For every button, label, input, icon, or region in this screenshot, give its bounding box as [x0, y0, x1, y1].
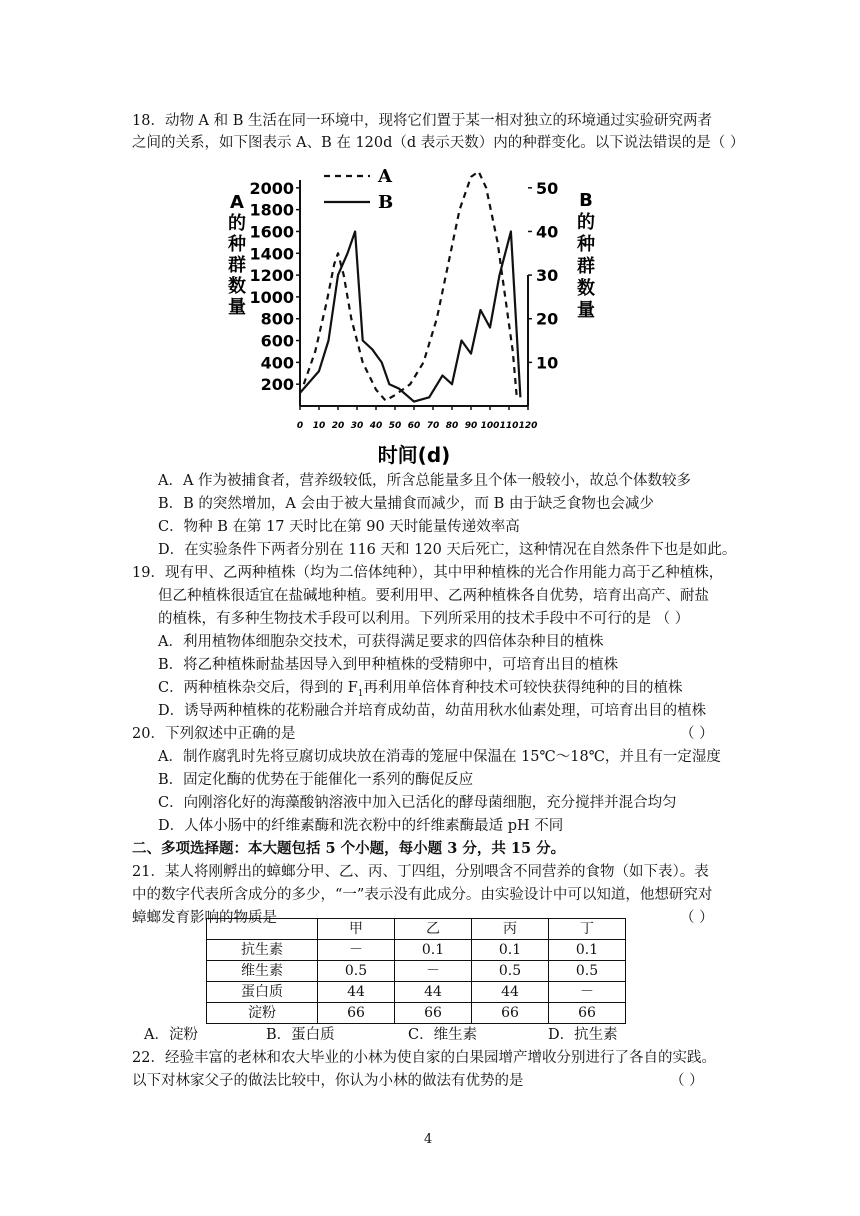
- q20-option-c: C．向刚溶化好的海藻酸钠溶液中加入已活化的酵母菌细胞，充分搅拌并混合均匀: [158, 795, 677, 811]
- table-header-row: [207, 919, 626, 940]
- x-tick-label: 70: [426, 421, 440, 431]
- y-left-tick-label: 200: [260, 375, 294, 395]
- y-right-axis-label-char: 群: [577, 256, 595, 277]
- q22-stem-line2: 以下对林家父子的做法比较中，你认为小林的做法有优势的是: [132, 1073, 524, 1089]
- q21-option-c: C．维生素: [408, 1027, 478, 1043]
- table-cell: 66: [549, 1003, 626, 1024]
- x-tick-label: 20: [331, 421, 345, 431]
- q20-option-a: A．制作腐乳时先将豆腐切成块放在消毒的笼屉中保温在 15℃～18℃，并且有一定湿度: [158, 749, 721, 765]
- x-tick-label: 100: [480, 421, 500, 431]
- q18-option-c: C．物种 B 在第 17 天时比在第 90 天时能量传递效率高: [158, 519, 520, 535]
- y-right-tick-label: 10: [536, 353, 559, 373]
- x-tick-label: 40: [369, 421, 383, 431]
- q19-stem-line2: 但乙种植株很适宜在盐碱地种植。要利用甲、乙两种植株各自优势，培育出高产、耐盐: [158, 588, 709, 604]
- x-tick-label: 10: [312, 421, 326, 431]
- q22-stem-line1: 22．经验丰富的老林和农大毕业的小林为使自家的白果园增产增收分别进行了各自的实践。: [132, 1050, 716, 1066]
- y-left-axis-label-char: 数: [228, 276, 246, 297]
- y-left-tick-label: 1800: [249, 200, 294, 220]
- table-row: [207, 940, 626, 961]
- y-right-axis-label-char: 量: [577, 300, 595, 321]
- y-left-tick-label: 600: [260, 331, 294, 351]
- table-header-bing: 丙: [472, 919, 549, 940]
- table-cell: －: [318, 940, 395, 961]
- table-cell: 0.5: [318, 961, 395, 982]
- q19-stem-line3: 的植株，有多种生物技术手段可以利用。下列所采用的技术手段中不可行的是 （ ）: [158, 611, 690, 627]
- table-cell: 维生素: [207, 961, 318, 982]
- q19-stem-line1: 19．现有甲、乙两种植株（均为二倍体纯种），其中甲种植株的光合作用能力高于乙种植株，: [132, 565, 724, 581]
- q19-option-b: B．将乙种植株耐盐基因导入到甲种植株的受精卵中，可培育出目的植株: [158, 657, 619, 673]
- q19-option-c-post: 再利用单倍体育种技术可较快获得纯种的目的植株: [363, 680, 683, 696]
- q19-option-c-pre: C．两种植株杂交后，得到的 F: [158, 680, 358, 696]
- x-tick-label: 50: [388, 421, 402, 431]
- q21-stem-line1: 21．某人将刚孵出的蟑螂分甲、乙、丙、丁四组，分别喂含不同营养的食物（如下表）。表: [132, 864, 709, 880]
- q20-option-d: D．人体小肠中的纤维素酶和洗衣粉中的纤维素酶最适 pH 不同: [158, 818, 564, 834]
- q21-option-b: B．蛋白质: [266, 1027, 335, 1043]
- table-cell: 0.1: [549, 940, 626, 961]
- x-tick-label: 0: [296, 421, 304, 431]
- chart-lines: [300, 172, 520, 402]
- y-right-tick-label: 20: [536, 309, 559, 329]
- q21-stem-line3: 蟑螂发育影响的物质是: [132, 910, 277, 926]
- q21-option-a: A．淀粉: [144, 1027, 198, 1043]
- table-row: [207, 1003, 626, 1024]
- table-cell: －: [395, 961, 472, 982]
- x-tick-label: 120: [518, 421, 538, 431]
- y-left-tick-label: 1200: [249, 266, 294, 286]
- q22-answer-paren: （ ）: [670, 1073, 704, 1089]
- table-cell: 淀粉: [207, 1003, 318, 1024]
- y-right-axis-label-char: 种: [577, 234, 595, 255]
- q21-stem-line2: 中的数字代表所含成分的多少，“一”表示没有此成分。由实验设计中可以知道，他想研究对: [132, 887, 713, 903]
- y-right-axis-label-char: 数: [577, 278, 595, 299]
- legend-label-B: B: [378, 192, 394, 213]
- q21-answer-paren: （ ）: [680, 910, 714, 926]
- y-right-tick-label: 30: [536, 266, 559, 286]
- table-cell: 44: [395, 982, 472, 1003]
- table-cell: 44: [472, 982, 549, 1003]
- y-left-tick-label: 2000: [249, 178, 294, 198]
- table-cell: 0.1: [472, 940, 549, 961]
- section-2-heading: 二、多项选择题：本大题包括 5 个小题，每小题 3 分，共 15 分。: [132, 840, 566, 857]
- legend-label-A: A: [378, 166, 392, 187]
- table-cell: －: [549, 982, 626, 1003]
- chart-axes: [300, 180, 528, 406]
- table-cell: 0.5: [472, 961, 549, 982]
- x-tick-label: 80: [445, 421, 459, 431]
- y-left-tick-label: 1000: [249, 287, 294, 307]
- q18-option-b: B．B 的突然增加，A 会由于被大量捕食而减少，而 B 由于缺乏食物也会减少: [158, 496, 654, 512]
- y-left-axis-label-char: A: [230, 192, 244, 213]
- population-chart: [220, 160, 595, 470]
- table-cell: 44: [318, 982, 395, 1003]
- x-tick-label: 110: [499, 421, 519, 431]
- q18-stem-line1: 18．动物 A 和 B 生活在同一环境中，现将它们置于某一相对独立的环境通过实验研究两者: [132, 113, 713, 129]
- q18-option-a: A．A 作为被捕食者，营养级较低，所含总能量多且个体一般较小，故总个体数较多: [158, 473, 692, 489]
- q18-option-d: D．在实验条件下两者分别在 116 天和 120 天后死亡，这种情况在自然条件下也是如此。: [158, 542, 737, 558]
- table-cell: 66: [318, 1003, 395, 1024]
- q19-option-d: D．诱导两种植株的花粉融合并培育成幼苗，幼苗用秋水仙素处理，可培育出目的植株: [158, 703, 707, 719]
- table-cell: 0.5: [549, 961, 626, 982]
- x-tick-label: 60: [407, 421, 421, 431]
- y-left-tick-label: 800: [260, 309, 294, 329]
- table-row: [207, 982, 626, 1003]
- table-cell: 66: [395, 1003, 472, 1024]
- y-left-axis-label-char: 群: [228, 255, 246, 276]
- y-right-tick-label: 50: [536, 178, 559, 198]
- y-left-tick-label: 400: [260, 353, 294, 373]
- q19-option-a: A．利用植物体细胞杂交技术，可获得满足要求的四倍体杂种目的植株: [158, 634, 604, 650]
- y-left-tick-label: 1600: [249, 222, 294, 242]
- table-header-yi: 乙: [395, 919, 472, 940]
- y-left-axis-label-char: 种: [228, 234, 246, 255]
- x-tick-label: 90: [464, 421, 478, 431]
- y-left-axis-label-char: 量: [228, 297, 246, 318]
- x-axis-label: 时间(d): [377, 443, 451, 467]
- page-number: 4: [424, 1132, 433, 1147]
- q21-nutrition-table: [206, 918, 626, 1024]
- table-cell: 0.1: [395, 940, 472, 961]
- x-tick-label: 30: [350, 421, 364, 431]
- series-line-B: [300, 232, 520, 402]
- table-cell: 蛋白质: [207, 982, 318, 1003]
- table-cell: [207, 919, 318, 940]
- y-left-axis-label-char: 的: [228, 213, 246, 234]
- q18-stem-line2: 之间的关系，如下图表示 A、B 在 120d（d 表示天数）内的种群变化。以下说法错误的是（ ）: [132, 135, 745, 151]
- y-left-tick-label: 1400: [249, 244, 294, 264]
- table-cell: 66: [472, 1003, 549, 1024]
- q19-option-c-sub: 1: [357, 688, 364, 699]
- y-right-axis-label-char: 的: [577, 212, 595, 233]
- y-right-axis-label-char: B: [579, 190, 593, 211]
- q20-option-b: B．固定化酶的优势在于能催化一系列的酶促反应: [158, 772, 474, 788]
- q21-option-d: D．抗生素: [548, 1027, 618, 1043]
- q20-answer-paren: （ ）: [680, 726, 714, 742]
- table-cell: 抗生素: [207, 940, 318, 961]
- table-header-jia: 甲: [318, 919, 395, 940]
- table-header-ding: 丁: [549, 919, 626, 940]
- q20-stem: 20．下列叙述中正确的是: [132, 726, 296, 742]
- table-row: [207, 961, 626, 982]
- y-right-tick-label: 40: [536, 222, 559, 242]
